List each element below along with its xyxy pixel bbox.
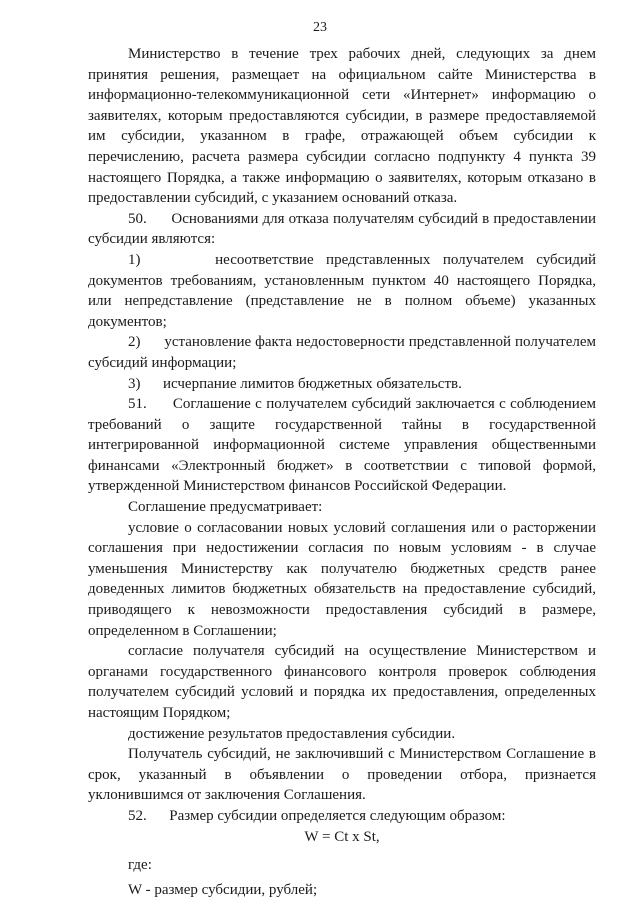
list-item-3-limits-exhausted: 3) исчерпание лимитов бюджетных обязательств. [128, 375, 462, 392]
paragraph-agreement-consent: согласие получателя субсидий на осуществление Министерством и органами государственного финансового контроля проверок соблюдения получателем субсидий условий и порядка их предоставления, определенных настоящим Порядком; [88, 643, 596, 721]
paragraph-evasion: Получатель субсидий, не заключивший с Министерством Соглашение в срок, указанный в объявлении о проведении отбора, признается уклонившимся от заключения Соглашения. [88, 746, 596, 804]
paragraph-agreement-conditions: условие о согласовании новых условий соглашения или о расторжении соглашения при недостижении согласия по новым условиям - в случае уменьшения Министерству как получателю бюджетных средств ранее доведенных лимитов бюджетных обязательств на предоставление субсидий, приводящего к невозможности предоставления субсидий в размере, определенном в Соглашении; [88, 519, 596, 639]
paragraph-publication: Министерство в течение трех рабочих дней, следующих за днем принятия решения, размещает на официальном сайте Министерства в информационно-телекоммуникационной сети «Интернет» информацию о заявителях, которым предоставляются субсидии, в размере предоставляемой им субсидии, указанном в графе, отражающей объем субсидии к перечислению, расчета размера субсидии согласно подпункту 4 пункта 39 настоящего Порядка, а также информацию о заявителях, которым отказано в предоставлении субсидий, с указанием оснований отказа. [88, 46, 596, 207]
paragraph-agreement-provides: Соглашение предусматривает: [128, 499, 323, 516]
where-label: где: [128, 857, 152, 874]
formula: W = Ct x St, [304, 828, 380, 845]
paragraph-agreement-results: достижение результатов предоставления субсидии. [128, 725, 456, 742]
paragraph-50-refusal-grounds: 50. Основаниями для отказа получателям субсидий в предоставлении субсидии являются: [88, 210, 596, 248]
document-body [88, 44, 596, 900]
paragraph-51-agreement: 51. Соглашение с получателем субсидий заключается с соблюдением требований о защите государственной тайны в государственной интегрированной информационной системе управления общественными финансами «Электронный бюджет» в соответствии с типовой формой, утвержденной Министерством финансов Российской Федерации. [88, 396, 596, 495]
paragraph-52-subsidy-size: 52. Размер субсидии определяется следующим образом: [128, 807, 506, 824]
page-number: 23 [313, 20, 327, 35]
definition-w: W - размер субсидии, рублей; [128, 881, 318, 898]
list-item-2-unreliable-info: 2) установление факта недостоверности представленной получателем субсидий информации; [88, 334, 596, 371]
list-item-1-nonconformity: 1) несоответствие представленных получателем субсидий документов требованиям, установленным пунктом 40 настоящего Порядка, или непредставление (представление не в полном объеме) указанных документов; [88, 251, 596, 330]
